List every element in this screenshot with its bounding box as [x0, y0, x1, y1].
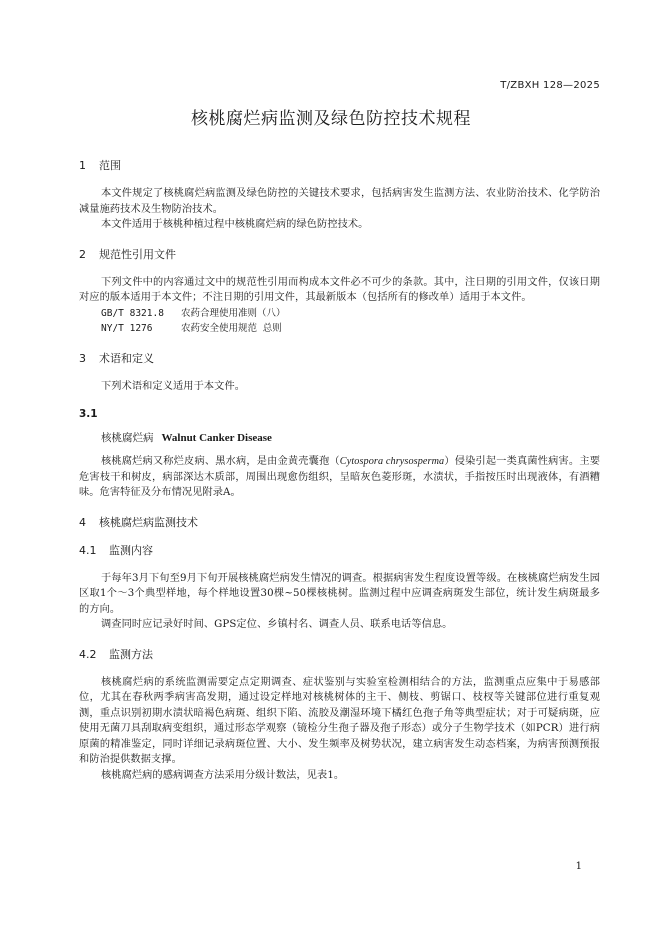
section-number: 1 [79, 159, 86, 172]
document-title: 核桃腐烂病监测及绿色防控技术规程 [191, 109, 471, 129]
reference-name: 农药合理使用准则（八） [181, 307, 286, 319]
section-heading-monitoring [79, 515, 600, 531]
term-chinese: 核桃腐烂病 [101, 432, 154, 444]
section-number: 2 [79, 247, 86, 261]
section-title: 核桃腐烂病监测技术 [99, 515, 198, 529]
paragraph: 下列术语和定义适用于本文件。 [101, 380, 246, 392]
section-title: 规范性引用文件 [99, 247, 176, 261]
section-number: 4 [79, 515, 86, 529]
document-body [79, 158, 600, 783]
paragraph: 调查同时应记录好时间、GPS定位、乡镇村名、调查人员、联系电话等信息。 [101, 619, 453, 630]
paragraph: 下列文件中的内容通过文中的规范性引用而构成本文件必不可少的条款。其中，注日期的引用文件，仅该日期对应的版本适用于本文件；不注日期的引用文件，其最新版本（包括所有的修改单）适用于本文件。 [79, 276, 600, 303]
definition-text: 核桃腐烂病又称烂皮病、黑水病，是由金黄壳囊孢（ [101, 456, 340, 467]
reference-code: GB/T 8321.8 [101, 307, 164, 319]
reference-code: NY/T 1276 [101, 323, 153, 334]
term-heading [79, 430, 600, 446]
standard-id: T/ZBXH 128—2025 [500, 80, 600, 91]
section-heading-scope [79, 158, 600, 174]
subsection-number: 4.1 [79, 543, 97, 557]
term-definition [79, 454, 600, 501]
section-number: 3 [79, 351, 86, 365]
paragraph: 本文件适用于核桃种植过程中核桃腐烂病的绿色防控技术。 [101, 219, 369, 230]
paragraph: 本文件规定了核桃腐烂病监测及绿色防控的关键技术要求，包括病害发生监测方法、农业防治技术、化学防治减量施药技术及生物防治技术。 [79, 188, 600, 215]
subsection-heading-monitoring-content [79, 543, 600, 559]
reference-item [79, 306, 600, 322]
pathogen-latin-name: Cytospora chrysosperma [339, 456, 445, 467]
subsection-number: 4.2 [79, 647, 97, 661]
paragraph: 于每年3月下旬至9月下旬开展核桃腐烂病发生情况的调查。根据病害发生程度设置等级。在核桃腐烂病发生园区取1个～3个典型样地，每个样地设置30棵~50棵核桃树。监测过程中应调查病斑发生部位，统计发生病斑最多的方向。 [79, 572, 600, 615]
section-heading-normative-references [79, 247, 600, 263]
paragraph: 核桃腐烂病的系统监测需要定点定期调查、症状鉴别与实验室检测相结合的方法，监测重点应集中于易感部位，尤其在春秋两季病害高发期，通过设定样地对核桃树体的主干、侧枝、剪锯口、枝杈等关键部位进行重复观测，重点识别初期水渍状暗褐色病斑、组织下陷、流胶及潮湿环境下橘红色孢子角等典型症状；对于可疑病斑，应使用无菌刀具刮取病变组织，通过形态学观察（镜检分生孢子器及孢子形态）或分子生物学技术（如PCR）进行病原菌的精准鉴定，同时详细记录病斑位置、大小、发生频率及树势状况，建立病害发生动态档案，为病害预测预报和防治提供数据支撑。 [79, 676, 600, 765]
section-heading-terms [79, 351, 600, 367]
paragraph: 核桃腐烂病的感病调查方法采用分级计数法，见表1。 [101, 769, 345, 781]
page-number: 1 [575, 861, 582, 872]
subsection-title: 监测方法 [109, 647, 153, 661]
section-title: 术语和定义 [99, 351, 154, 365]
subsection-heading-monitoring-method [79, 647, 600, 663]
definition-text: ）侵染引起一类真菌性病害。主要危害枝干和树皮，病部深达木质部，周围出现愈伤组织，呈暗灰色菱形斑，水渍状，手指按压时出现液体，有酒糟味。危害特征及分布情况见附录A。 [79, 456, 600, 498]
reference-item [79, 321, 600, 337]
term-number: 3.1 [79, 408, 98, 420]
term-english: Walnut Canker Disease [161, 432, 272, 444]
reference-name: 农药安全使用规范 总则 [181, 323, 282, 334]
section-title: 范围 [99, 159, 121, 172]
subsection-title: 监测内容 [109, 543, 153, 557]
